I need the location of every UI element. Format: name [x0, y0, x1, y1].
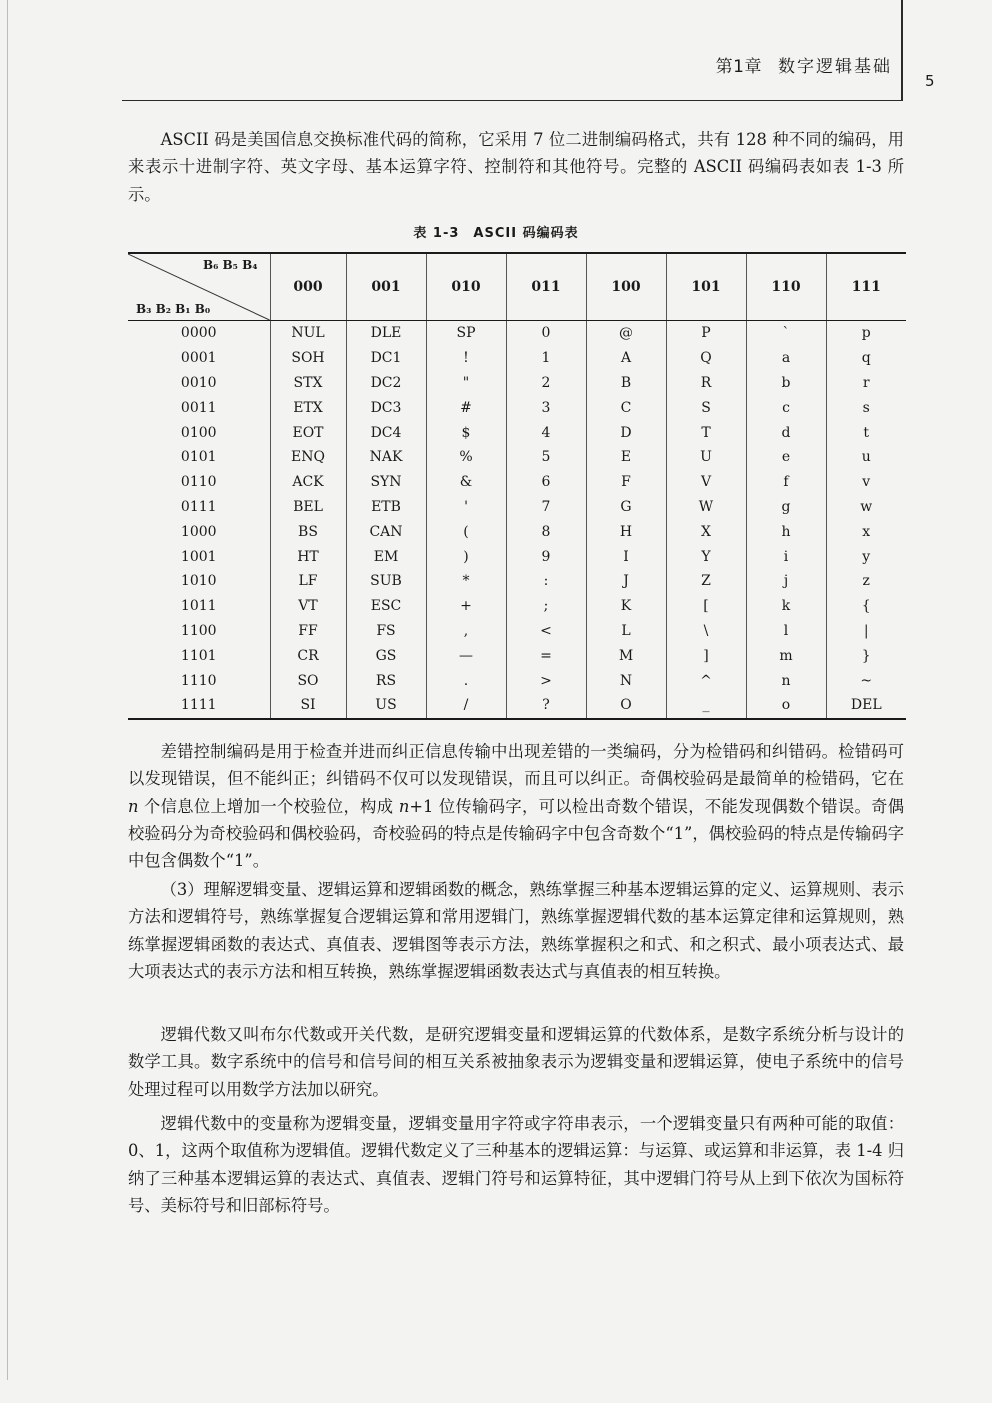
row-code-cell: 0111	[128, 495, 270, 520]
table-cell: T	[666, 420, 746, 445]
table-cell: @	[586, 321, 666, 346]
table-cell: !	[426, 346, 506, 371]
table-cell: STX	[270, 371, 346, 396]
row-code-cell: 1000	[128, 519, 270, 544]
corner-label-high-bits: B₆ B₅ B₄	[202, 258, 258, 272]
table-cell: ?	[506, 693, 586, 719]
table-cell: \	[666, 619, 746, 644]
table-cell: K	[586, 594, 666, 619]
table-cell: DEL	[826, 693, 906, 719]
table-cell: M	[586, 643, 666, 668]
table-cell: {	[826, 594, 906, 619]
table-cell: *	[426, 569, 506, 594]
table-cell: B	[586, 371, 666, 396]
table-cell: }	[826, 643, 906, 668]
header-vertical-rule	[901, 0, 903, 101]
table-cell: [	[666, 594, 746, 619]
table-cell: a	[746, 346, 826, 371]
column-header: 100	[586, 253, 666, 321]
row-code-cell: 1011	[128, 594, 270, 619]
row-code-cell: 0101	[128, 445, 270, 470]
table-cell: 7	[506, 495, 586, 520]
table-row	[128, 470, 906, 495]
table-cell: R	[666, 371, 746, 396]
table-cell: 1	[506, 346, 586, 371]
table-cell: E	[586, 445, 666, 470]
table-cell: =	[506, 643, 586, 668]
table-cell: ^	[666, 668, 746, 693]
table-cell: BS	[270, 519, 346, 544]
table-cell: >	[506, 668, 586, 693]
table-cell: ;	[506, 594, 586, 619]
column-header: 011	[506, 253, 586, 321]
table-cell: m	[746, 643, 826, 668]
table-cell: ENQ	[270, 445, 346, 470]
table-cell: `	[746, 321, 826, 346]
table-cell: CAN	[346, 519, 426, 544]
table-cell: Z	[666, 569, 746, 594]
table-cell: e	[746, 445, 826, 470]
table-cell: —	[426, 643, 506, 668]
paragraph-ascii-intro: ASCII 码是美国信息交换标准代码的简称，它采用 7 位二进制编码格式，共有 128 种不同的编码，用来表示十进制字符、英文字母、基本运算字符、控制符和其他符号。完整的 ASCII 码编码表如表 1-3 所示。	[128, 130, 904, 204]
table-cell: Q	[666, 346, 746, 371]
table-cell: 5	[506, 445, 586, 470]
table-cell: SO	[270, 668, 346, 693]
row-code-cell: 0010	[128, 371, 270, 396]
table-cell: VT	[270, 594, 346, 619]
table-cell: i	[746, 544, 826, 569]
table-cell: ]	[666, 643, 746, 668]
table-cell: c	[746, 395, 826, 420]
table-caption: 表 1-3 ASCII 码编码表	[413, 226, 579, 241]
table-cell: C	[586, 395, 666, 420]
table-cell: n	[746, 668, 826, 693]
paragraph-learning-goal-3: （3）理解逻辑变量、逻辑运算和逻辑函数的概念，熟练掌握三种基本逻辑运算的定义、运算规则、表示方法和逻辑符号，熟练掌握复合逻辑运算和常用逻辑门，熟练掌握逻辑代数的基本运算定律和运算规则，熟练掌握逻辑函数的表达式、真值表、逻辑图等表示方法，熟练掌握积之和式、和之积式、最小项表达式、最大项表达式的表示方法和相互转换，熟练掌握逻辑函数表达式与真值表的相互转换。	[128, 880, 904, 981]
table-cell: f	[746, 470, 826, 495]
table-cell: b	[746, 371, 826, 396]
table-cell: DC2	[346, 371, 426, 396]
table-cell: d	[746, 420, 826, 445]
row-code-cell: 1100	[128, 619, 270, 644]
table-cell: NUL	[270, 321, 346, 346]
running-header	[716, 52, 892, 77]
table-cell: '	[426, 495, 506, 520]
table-cell: $	[426, 420, 506, 445]
header-rule	[122, 100, 902, 101]
table-cell: 8	[506, 519, 586, 544]
table-cell: 0	[506, 321, 586, 346]
table-cell: U	[666, 445, 746, 470]
table-cell: N	[586, 668, 666, 693]
page-edge-rule	[7, 0, 8, 1380]
table-cell: y	[826, 544, 906, 569]
table-cell: t	[826, 420, 906, 445]
table-corner-cell	[128, 253, 270, 321]
table-cell: )	[426, 544, 506, 569]
paragraph-error-control	[128, 738, 904, 874]
table-row	[128, 420, 906, 445]
table-cell: L	[586, 619, 666, 644]
table-cell: 9	[506, 544, 586, 569]
table-header-row	[128, 253, 906, 321]
table-cell: ACK	[270, 470, 346, 495]
row-code-cell: 1111	[128, 693, 270, 719]
table-row	[128, 495, 906, 520]
row-code-cell: 0001	[128, 346, 270, 371]
table-cell: l	[746, 619, 826, 644]
table-row	[128, 544, 906, 569]
table-cell: .	[426, 668, 506, 693]
table-row	[128, 445, 906, 470]
variable-n: n	[128, 796, 139, 816]
table-cell: %	[426, 445, 506, 470]
table-cell: D	[586, 420, 666, 445]
column-header: 001	[346, 253, 426, 321]
table-cell: r	[826, 371, 906, 396]
table-cell: HT	[270, 544, 346, 569]
row-code-cell: 0011	[128, 395, 270, 420]
table-cell: US	[346, 693, 426, 719]
table-cell: u	[826, 445, 906, 470]
table-cell: <	[506, 619, 586, 644]
row-code-cell: 1001	[128, 544, 270, 569]
column-header: 101	[666, 253, 746, 321]
table-cell: o	[746, 693, 826, 719]
table-cell: SYN	[346, 470, 426, 495]
table-row	[128, 594, 906, 619]
text-run: +1 位传输码字，可以检出奇数个错误，不能发现偶数个错误。奇偶校验码分为奇校验码和偶校验码，奇校验码的特点是传输码字中包含奇数个“1”，偶校验码的特点是传输码字中包含偶数个“1”。	[128, 796, 904, 871]
column-header: 010	[426, 253, 506, 321]
table-cell: v	[826, 470, 906, 495]
table-cell: h	[746, 519, 826, 544]
table-cell: /	[426, 693, 506, 719]
table-cell: q	[826, 346, 906, 371]
table-cell: w	[826, 495, 906, 520]
table-cell: F	[586, 470, 666, 495]
table-row	[128, 693, 906, 719]
table-cell: _	[666, 693, 746, 719]
table-cell: #	[426, 395, 506, 420]
table-cell: H	[586, 519, 666, 544]
table-cell: CR	[270, 643, 346, 668]
table-cell: EM	[346, 544, 426, 569]
table-cell: +	[426, 594, 506, 619]
table-cell: Y	[666, 544, 746, 569]
table-cell: SUB	[346, 569, 426, 594]
table-cell: RS	[346, 668, 426, 693]
paragraph-logic-variables: 逻辑代数中的变量称为逻辑变量，逻辑变量用字符或字符串表示，一个逻辑变量只有两种可能的取值：0、1，这两个取值称为逻辑值。逻辑代数定义了三种基本的逻辑运算：与运算、或运算和非运算，表 1-4 归纳了三种基本逻辑运算的表达式、真值表、逻辑门符号和运算特征，其中逻辑门符号从上到下依次为国标符号、美标符号和旧部标符号。	[128, 1114, 904, 1215]
table-cell: LF	[270, 569, 346, 594]
chapter-label: 第1章	[715, 57, 762, 77]
table-cell: V	[666, 470, 746, 495]
row-code-cell: 0000	[128, 321, 270, 346]
chapter-topic: 数字逻辑基础	[778, 57, 892, 77]
column-header: 000	[270, 253, 346, 321]
table-cell: SOH	[270, 346, 346, 371]
column-header: 110	[746, 253, 826, 321]
page-number: 5	[925, 72, 935, 90]
table-row	[128, 321, 906, 346]
table-cell: ETB	[346, 495, 426, 520]
table-cell: 4	[506, 420, 586, 445]
row-code-cell: 1110	[128, 668, 270, 693]
table-cell: (	[426, 519, 506, 544]
table-cell: SI	[270, 693, 346, 719]
table-body	[128, 321, 906, 719]
table-cell: EOT	[270, 420, 346, 445]
text-run: 差错控制编码是用于检查并进而纠正信息传输中出现差错的一类编码，分为检错码和纠错码。检错码可以发现错误，但不能纠正；纠错码不仅可以发现错误，而且可以纠正。奇偶校验码是最简单的检错码，它在	[128, 742, 904, 789]
row-code-cell: 1010	[128, 569, 270, 594]
table-cell: BEL	[270, 495, 346, 520]
table-row	[128, 619, 906, 644]
table-cell: s	[826, 395, 906, 420]
table-cell: GS	[346, 643, 426, 668]
ascii-code-table	[128, 252, 906, 720]
table-cell: X	[666, 519, 746, 544]
table-row	[128, 346, 906, 371]
paragraph-boolean-algebra: 逻辑代数又叫布尔代数或开关代数，是研究逻辑变量和逻辑运算的代数体系，是数字系统分析与设计的数学工具。数字系统中的信号和信号间的相互关系被抽象表示为逻辑变量和逻辑运算，使电子系统中的信号处理过程可以用数学方法加以研究。	[128, 1025, 904, 1099]
table-cell: k	[746, 594, 826, 619]
table-cell: ~	[826, 668, 906, 693]
table-row	[128, 569, 906, 594]
table-cell: J	[586, 569, 666, 594]
table-row	[128, 395, 906, 420]
table-cell: p	[826, 321, 906, 346]
table-cell: G	[586, 495, 666, 520]
table-cell: :	[506, 569, 586, 594]
row-code-cell: 0110	[128, 470, 270, 495]
table-row	[128, 643, 906, 668]
table-cell: ETX	[270, 395, 346, 420]
table-cell: S	[666, 395, 746, 420]
table-cell: &	[426, 470, 506, 495]
table-cell: 3	[506, 395, 586, 420]
table-cell: ESC	[346, 594, 426, 619]
table-row	[128, 371, 906, 396]
table-cell: "	[426, 371, 506, 396]
table-cell: A	[586, 346, 666, 371]
table-cell: x	[826, 519, 906, 544]
table-cell: 2	[506, 371, 586, 396]
corner-label-low-bits: B₃ B₂ B₁ B₀	[136, 302, 211, 316]
table-cell: P	[666, 321, 746, 346]
table-cell: SP	[426, 321, 506, 346]
table-cell: |	[826, 619, 906, 644]
table-cell: g	[746, 495, 826, 520]
table-cell: FS	[346, 619, 426, 644]
row-code-cell: 1101	[128, 643, 270, 668]
table-row	[128, 519, 906, 544]
table-cell: z	[826, 569, 906, 594]
text-run: 个信息位上增加一个校验位，构成	[138, 796, 399, 816]
table-cell: NAK	[346, 445, 426, 470]
table-cell: DC1	[346, 346, 426, 371]
table-cell: W	[666, 495, 746, 520]
table-cell: DC4	[346, 420, 426, 445]
variable-n: n	[398, 796, 410, 816]
row-code-cell: 0100	[128, 420, 270, 445]
table-cell: DC3	[346, 395, 426, 420]
table-cell: j	[746, 569, 826, 594]
table-cell: 6	[506, 470, 586, 495]
table-cell: O	[586, 693, 666, 719]
table-cell: DLE	[346, 321, 426, 346]
table-cell: I	[586, 544, 666, 569]
table-row	[128, 668, 906, 693]
table-cell: FF	[270, 619, 346, 644]
table-cell: ,	[426, 619, 506, 644]
column-header: 111	[826, 253, 906, 321]
